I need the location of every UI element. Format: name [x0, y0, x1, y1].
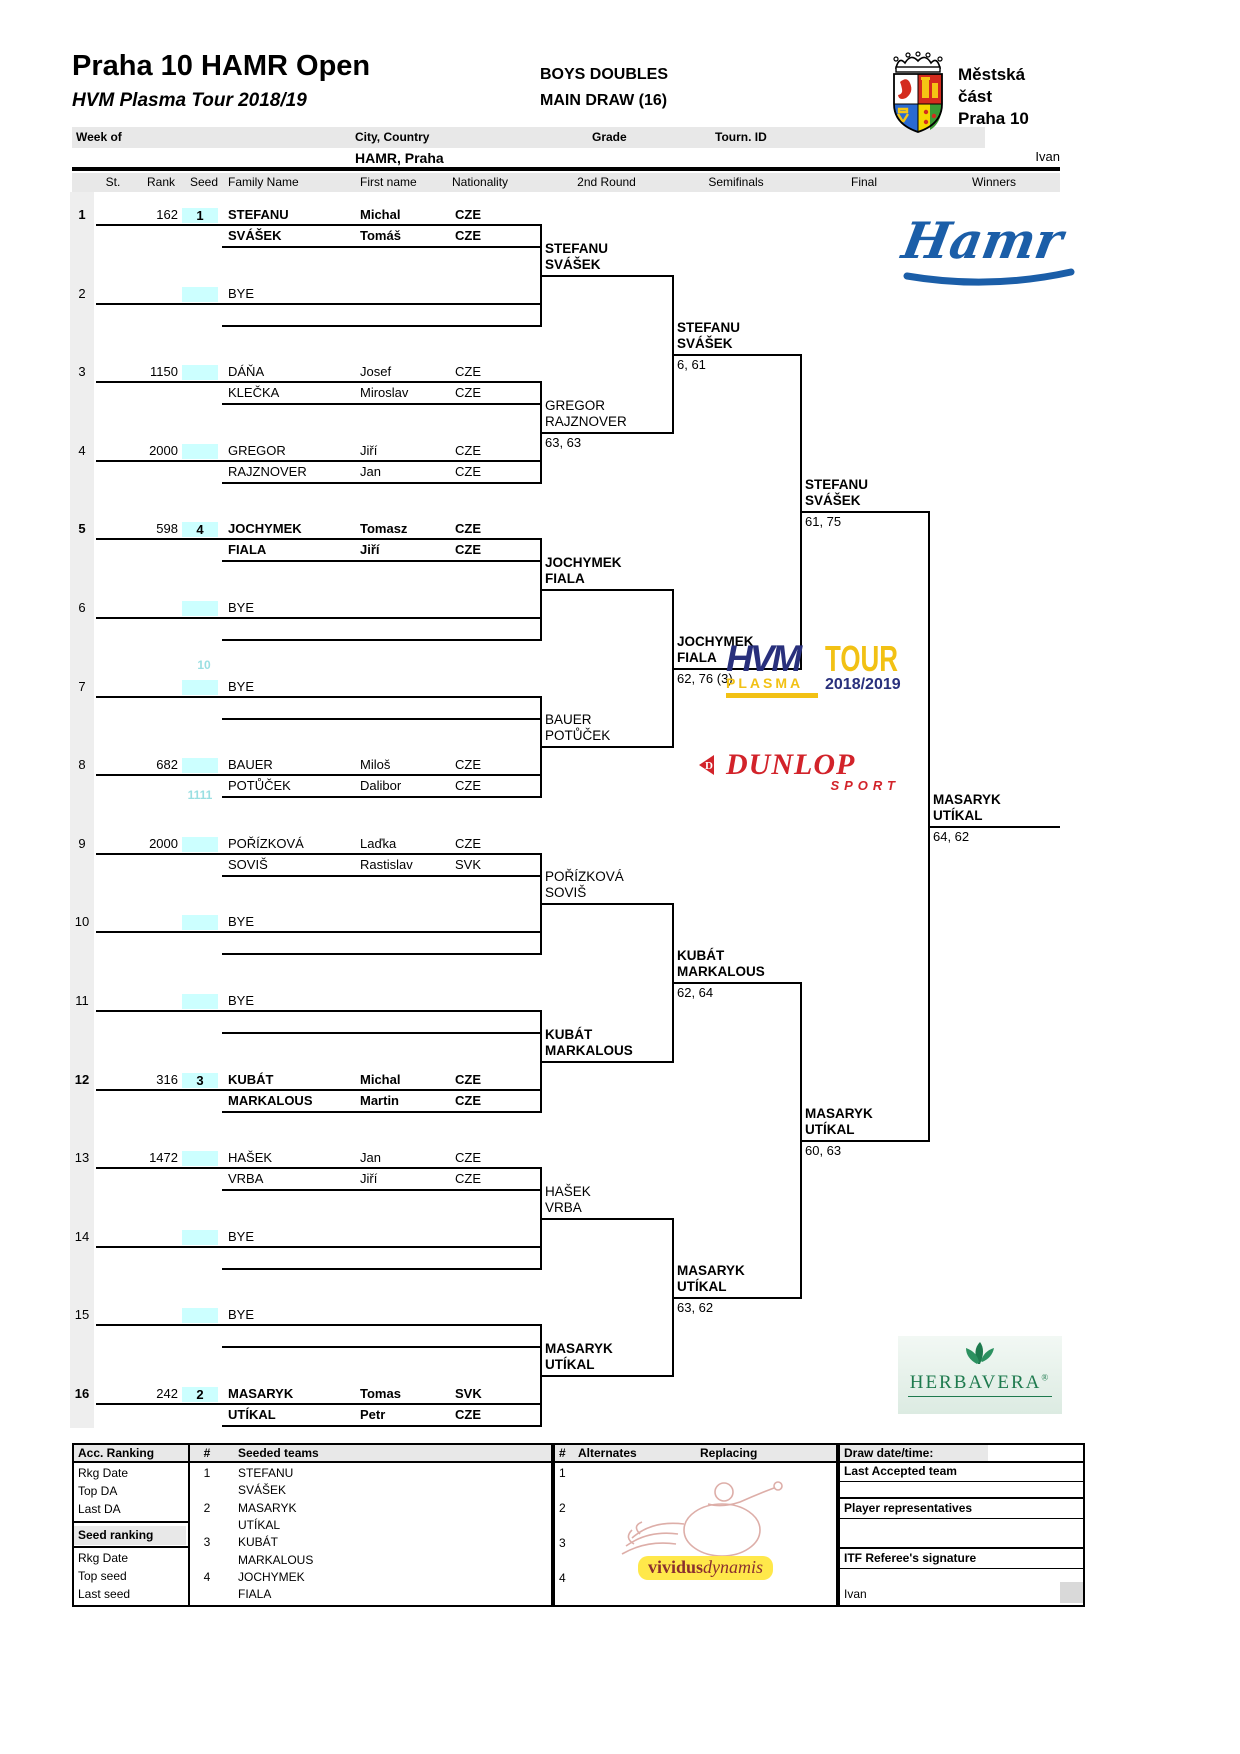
player2-first: Martin — [360, 1093, 399, 1108]
seed-cell — [182, 287, 218, 302]
seed-cell: 1 — [182, 208, 218, 223]
player2-nat: CZE — [455, 542, 481, 557]
semifinal-winner-line — [672, 354, 800, 356]
slot-position: 1 — [78, 207, 86, 222]
player1-family: DÁŇA — [228, 364, 265, 379]
table-a-header-rule — [72, 1461, 553, 1463]
round2-winner-line — [540, 1061, 672, 1063]
bracket-line-p1 — [96, 303, 540, 305]
player2-family: FIALA — [228, 542, 267, 557]
round2-winner-line — [540, 589, 672, 591]
seeded-team-name: MARKALOUS — [238, 1553, 314, 1567]
final-winner-team: STEFANU SVÁŠEK — [805, 477, 869, 508]
referee-name-top: Ivan — [1035, 149, 1060, 164]
bracket-line-p2 — [222, 246, 540, 248]
bracket-line-p2 — [222, 1111, 540, 1113]
player1-family: POŘÍZKOVÁ — [228, 836, 304, 851]
seed-ranking-row: Top seed — [78, 1569, 127, 1583]
hamr-logo — [897, 211, 1078, 292]
slot-rank: 682 — [156, 757, 178, 772]
bracket-line-p2 — [222, 639, 540, 641]
alternate-number: 2 — [559, 1501, 566, 1515]
bracket-line-p2 — [222, 1189, 540, 1191]
alternates-header: Alternates — [578, 1446, 637, 1460]
player2-family: KLEČKA — [228, 385, 280, 400]
herbavera-leaf-icon — [958, 1340, 1002, 1366]
bracket-line-p1 — [96, 696, 540, 698]
semifinal-winner-team: STEFANU SVÁŠEK — [677, 320, 741, 351]
svg-text:D: D — [705, 760, 713, 772]
final-winner-score: 61, 75 — [805, 514, 842, 529]
seed-cell — [182, 758, 218, 773]
seed-box-rule — [72, 1546, 188, 1548]
round2-winner-line — [540, 1375, 672, 1377]
slot-bye-label: BYE — [228, 993, 255, 1008]
bracket-line-p2 — [222, 403, 540, 405]
bracket-line-p1 — [96, 617, 540, 619]
slot-rank: 2000 — [149, 836, 178, 851]
round2-winner-team: GREGOR RAJZNOVER — [545, 398, 627, 429]
player2-family: SOVIŠ — [228, 857, 268, 872]
faint-annotation: 10 — [197, 658, 211, 672]
seeded-team-name: SVÁŠEK — [238, 1483, 287, 1497]
seeded-team-name: UTÍKAL — [238, 1518, 281, 1532]
seed-cell: 4 — [182, 522, 218, 537]
seeded-team-number: 2 — [203, 1501, 211, 1515]
semifinal-winner-line — [672, 982, 800, 984]
draw-datetime-label: Draw date/time: — [844, 1446, 934, 1460]
champion-team: MASARYK UTÍKAL — [933, 792, 1001, 823]
slot-position: 3 — [78, 364, 86, 379]
champion-score: 64, 62 — [933, 829, 970, 844]
player2-first: Jan — [360, 464, 381, 479]
round2-winner-team: STEFANU SVÁŠEK — [545, 241, 609, 272]
hvm-logo-main: HVM — [726, 638, 800, 679]
player1-family: MASARYK — [228, 1386, 294, 1401]
player1-first: Tomasz — [360, 521, 408, 536]
slot-position: 6 — [78, 600, 86, 615]
seed-cell — [182, 1151, 218, 1166]
player2-nat: CZE — [455, 1093, 481, 1108]
bracket-line-p1 — [96, 224, 540, 226]
bracket-line-p2 — [222, 1032, 540, 1034]
slot-bye-label: BYE — [228, 1307, 255, 1322]
final-winner-team: MASARYK UTÍKAL — [805, 1106, 873, 1137]
table-c-rule-5 — [838, 1568, 1085, 1569]
semifinal-winner-score: 6, 61 — [677, 357, 706, 372]
bracket-line-p1 — [96, 1167, 540, 1169]
semifinal-winner-team: JOCHYMEK FIALA — [677, 634, 754, 665]
player1-nat: CZE — [455, 521, 481, 536]
herbavera-logo-text — [908, 1372, 1053, 1397]
seeded-team-name: FIALA — [238, 1587, 272, 1601]
seed-cell — [182, 1308, 218, 1323]
round2-winner-line — [540, 275, 672, 277]
player1-first: Jan — [360, 1150, 381, 1165]
seed-cell — [182, 365, 218, 380]
slot-bye-label: BYE — [228, 600, 255, 615]
player2-first: Tomáš — [360, 228, 401, 243]
org-name — [958, 64, 1029, 130]
semifinal-winner-score: 62, 76 (3) — [677, 671, 733, 686]
city-country-label: City, Country — [355, 130, 430, 144]
bracket-line-p2 — [222, 718, 540, 720]
seed-ranking-row: Last seed — [78, 1587, 131, 1601]
round2-winner-team: HAŠEK VRBA — [545, 1184, 591, 1215]
bracket-line-p2 — [222, 325, 540, 327]
seeded-team-number: 1 — [203, 1466, 211, 1480]
bracket-line-p1 — [96, 774, 540, 776]
bracket-line-p2 — [222, 1346, 540, 1348]
player1-nat: CZE — [455, 1072, 481, 1087]
praha10-coat-of-arms-icon — [886, 50, 950, 141]
page-title: Praha 10 HAMR Open — [72, 50, 371, 82]
player1-family: JOCHYMEK — [228, 521, 302, 536]
player1-family: BAUER — [228, 757, 273, 772]
bracket-line-p2 — [222, 953, 540, 955]
org-line-1: Městská — [958, 65, 1026, 84]
round2-winner-line — [540, 432, 672, 434]
slot-bye-label: BYE — [228, 914, 255, 929]
seed-cell — [182, 994, 218, 1009]
player1-nat: CZE — [455, 443, 481, 458]
bracket-line-p1 — [96, 538, 540, 540]
bracket-line-p2 — [222, 560, 540, 562]
acc-ranking-row: Rkg Date — [78, 1466, 129, 1480]
slot-bye-label: BYE — [228, 286, 255, 301]
slot-position: 5 — [78, 521, 86, 536]
player-reps-label: Player representatives — [844, 1501, 973, 1515]
seed-cell: 2 — [182, 1387, 218, 1402]
seed-cell — [182, 915, 218, 930]
week-of-label: Week of — [76, 130, 122, 144]
slot-rank: 1472 — [149, 1150, 178, 1165]
slot-rank: 316 — [156, 1072, 178, 1087]
table-a-divider — [188, 1443, 190, 1607]
bracket-line-p2 — [222, 875, 540, 877]
hvm-tour-logo — [726, 638, 904, 708]
player2-family: UTÍKAL — [228, 1407, 276, 1422]
seed-cell — [182, 601, 218, 616]
col-nationality: Nationality — [452, 175, 509, 189]
player1-family: GREGOR — [228, 443, 286, 458]
seed-ranking-row: Rkg Date — [78, 1551, 129, 1565]
player1-family: HAŠEK — [228, 1150, 273, 1165]
semifinal-winner-team: MASARYK UTÍKAL — [677, 1263, 745, 1294]
last-accepted-label: Last Accepted team — [844, 1464, 957, 1478]
seeded-team-name: MASARYK — [238, 1501, 297, 1515]
seed-ranking-header: Seed ranking — [78, 1528, 154, 1542]
player1-first: Laďka — [360, 836, 397, 851]
bracket-line-p1 — [96, 1246, 540, 1248]
player1-first: Michal — [360, 1072, 401, 1087]
bracket-line-p1 — [96, 381, 540, 383]
col-st: St. — [105, 175, 121, 189]
hvm-logo-season: 2018/2019 — [825, 676, 901, 693]
bracket-line-p1 — [96, 1324, 540, 1326]
referee-sig-label: ITF Referee's signature — [844, 1551, 977, 1565]
replacing-header: Replacing — [700, 1446, 758, 1460]
slot-rank: 242 — [156, 1386, 178, 1401]
col-semifinals: Semifinals — [708, 175, 764, 189]
seeded-num-header: # — [203, 1446, 211, 1460]
table-c-rule-3 — [838, 1518, 1085, 1519]
alternate-number: 4 — [559, 1571, 566, 1585]
header-rule — [72, 167, 1060, 171]
hamr-logo-swoosh-icon — [903, 268, 1075, 288]
org-line-3: Praha 10 — [958, 109, 1029, 128]
seeded-team-number: 4 — [203, 1570, 211, 1584]
acc-box-rule — [72, 1521, 188, 1523]
slot-position: 15 — [74, 1307, 90, 1322]
player2-nat: CZE — [455, 778, 481, 793]
final-winner-line — [800, 511, 928, 513]
acc-ranking-table — [72, 1443, 553, 1607]
slot-rank: 2000 — [149, 443, 178, 458]
slot-position: 10 — [74, 914, 90, 929]
champion-line — [928, 826, 1060, 828]
player2-family: POTŮČEK — [228, 778, 291, 793]
slot-rank: 1150 — [150, 364, 178, 379]
table-b-header-rule — [553, 1461, 838, 1463]
alternates-table — [553, 1443, 838, 1607]
herbavera-reg-mark: ® — [1041, 1372, 1051, 1383]
player1-nat: CZE — [455, 1150, 481, 1165]
player2-family: SVÁŠEK — [228, 228, 282, 243]
player1-first: Michal — [360, 207, 401, 222]
slot-position: 11 — [75, 993, 89, 1008]
player1-first: Tomas — [360, 1386, 401, 1401]
seed-cell — [182, 680, 218, 695]
final-winner-score: 60, 63 — [805, 1143, 842, 1158]
player2-first: Dalibor — [360, 778, 402, 793]
col-2nd-round: 2nd Round — [577, 175, 636, 189]
bracket-line-p2 — [222, 1425, 540, 1427]
player1-family: KUBÁT — [228, 1072, 274, 1087]
signature-gray-box — [1060, 1582, 1083, 1603]
table-c-rule-2 — [838, 1497, 1085, 1499]
bracket-line-p1 — [96, 1403, 540, 1405]
slot-bye-label: BYE — [228, 679, 255, 694]
round2-winner-team: MASARYK UTÍKAL — [545, 1341, 613, 1372]
slot-position: 13 — [74, 1150, 90, 1165]
dunlop-logo — [698, 748, 910, 798]
tour-subtitle: HVM Plasma Tour 2018/19 — [72, 90, 307, 111]
slot-position: 8 — [78, 757, 86, 772]
player2-family: VRBA — [228, 1171, 264, 1186]
semifinal-winner-score: 63, 62 — [677, 1300, 714, 1315]
hamr-logo-text: Hamr — [897, 211, 1068, 270]
seeded-team-number: 3 — [203, 1535, 211, 1549]
grade-label: Grade — [592, 130, 627, 144]
seed-cell — [182, 444, 218, 459]
col-family-name: Family Name — [228, 175, 299, 189]
col-first-name: First name — [360, 175, 417, 189]
table-c-rule-4 — [838, 1547, 1085, 1549]
vividus-part2: dynamis — [703, 1557, 764, 1577]
city-value: HAMR, Praha — [355, 150, 444, 166]
player2-family: RAJZNOVER — [228, 464, 307, 479]
player1-nat: CZE — [455, 207, 481, 222]
herbavera-name: HERBAVERA — [909, 1372, 1042, 1393]
player2-first: Rastislav — [360, 857, 413, 872]
slot-bye-label: BYE — [228, 1229, 255, 1244]
slot-rank: 162 — [156, 207, 178, 222]
semifinal-winner-team: KUBÁT MARKALOUS — [677, 948, 765, 979]
player2-first: Jiří — [360, 542, 380, 557]
hvm-logo-tour: TOUR — [825, 638, 898, 679]
dunlop-logo-text: DUNLOP — [726, 748, 856, 781]
col-final: Final — [850, 175, 877, 189]
semifinal-winner-line — [672, 1297, 800, 1299]
player1-first: Josef — [360, 364, 392, 379]
faint-annotation: 1111 — [187, 788, 213, 802]
seed-cell — [182, 1230, 218, 1245]
player2-first: Petr — [360, 1407, 386, 1422]
slot-position: 9 — [78, 836, 86, 851]
player1-nat: SVK — [455, 1386, 482, 1401]
player2-first: Miroslav — [360, 385, 409, 400]
hvm-logo-plasma: PLASMA — [726, 675, 804, 691]
player1-nat: CZE — [455, 364, 481, 379]
player2-nat: CZE — [455, 1407, 481, 1422]
player1-nat: CZE — [455, 836, 481, 851]
semifinal-winner-score: 62, 64 — [677, 985, 714, 1000]
event-name: BOYS DOUBLES — [540, 66, 669, 83]
slot-position: 12 — [74, 1072, 90, 1087]
seeded-team-name: JOCHYMEK — [238, 1570, 305, 1584]
round2-winner-team: POŘÍZKOVÁ SOVIŠ — [545, 869, 624, 900]
alternate-number: 1 — [559, 1466, 566, 1480]
draw-name: MAIN DRAW (16) — [540, 92, 668, 109]
bracket-line-p1 — [96, 931, 540, 933]
acc-ranking-row: Top DA — [78, 1484, 118, 1498]
round2-winner-score: 63, 63 — [545, 435, 582, 450]
acc-ranking-row: Last DA — [78, 1502, 121, 1516]
slot-position: 4 — [78, 443, 86, 458]
bracket-line-p1 — [96, 853, 540, 855]
round2-winner-line — [540, 1218, 672, 1220]
alternate-number: 3 — [559, 1536, 566, 1550]
vividus-part1: vividus — [648, 1557, 704, 1577]
bracket-line-p1 — [96, 1010, 540, 1012]
seed-cell — [182, 837, 218, 852]
slot-position: 16 — [74, 1386, 90, 1401]
acc-ranking-header: Acc. Ranking — [78, 1446, 155, 1460]
referee-name-bottom: Ivan — [844, 1587, 867, 1601]
bracket-line-p1 — [96, 1089, 540, 1091]
dunlop-sport-text: SPORT — [830, 778, 900, 793]
final-winner-line — [800, 1140, 928, 1142]
seeded-teams-header: Seeded teams — [238, 1446, 319, 1460]
slot-rank: 598 — [156, 521, 178, 536]
col-rank: Rank — [146, 175, 175, 189]
slot-position: 2 — [78, 286, 86, 301]
player2-nat: SVK — [455, 857, 482, 872]
round2-winner-team: JOCHYMEK FIALA — [545, 555, 622, 586]
alt-num-header: # — [559, 1446, 566, 1460]
round2-winner-team: KUBÁT MARKALOUS — [545, 1027, 633, 1058]
player2-nat: CZE — [455, 1171, 481, 1186]
player1-first: Jiří — [360, 443, 378, 458]
player2-nat: CZE — [455, 464, 481, 479]
org-line-2: část — [958, 87, 993, 106]
bracket-line-p1 — [96, 460, 540, 462]
bracket-line-p2 — [222, 482, 540, 484]
col-seed: Seed — [189, 175, 219, 189]
herbavera-logo — [898, 1336, 1062, 1414]
round2-winner-line — [540, 903, 672, 905]
table-c-rule-1 — [838, 1481, 1085, 1482]
tourn-id-label: Tourn. ID — [715, 130, 767, 144]
seeded-team-name: STEFANU — [238, 1466, 294, 1480]
player1-nat: CZE — [455, 757, 481, 772]
slot-position: 14 — [74, 1229, 90, 1244]
hvm-logo-bar — [726, 693, 818, 698]
bracket-line-p2 — [222, 796, 540, 798]
player2-nat: CZE — [455, 385, 481, 400]
col-winners: Winners — [971, 175, 1016, 189]
player2-first: Jiří — [360, 1171, 378, 1186]
seeded-team-name: KUBÁT — [238, 1535, 279, 1549]
dunlop-arrow-icon — [698, 753, 726, 777]
player2-nat: CZE — [455, 228, 481, 243]
slot-position: 7 — [78, 679, 86, 694]
info-band — [72, 127, 985, 148]
bracket-line-p2 — [222, 1268, 540, 1270]
player1-first: Miloš — [360, 757, 391, 772]
player2-family: MARKALOUS — [228, 1093, 313, 1108]
player1-family: STEFANU — [228, 207, 289, 222]
round2-winner-team: BAUER POTŮČEK — [545, 712, 611, 743]
seed-cell: 3 — [182, 1073, 218, 1088]
round2-winner-line — [540, 746, 672, 748]
